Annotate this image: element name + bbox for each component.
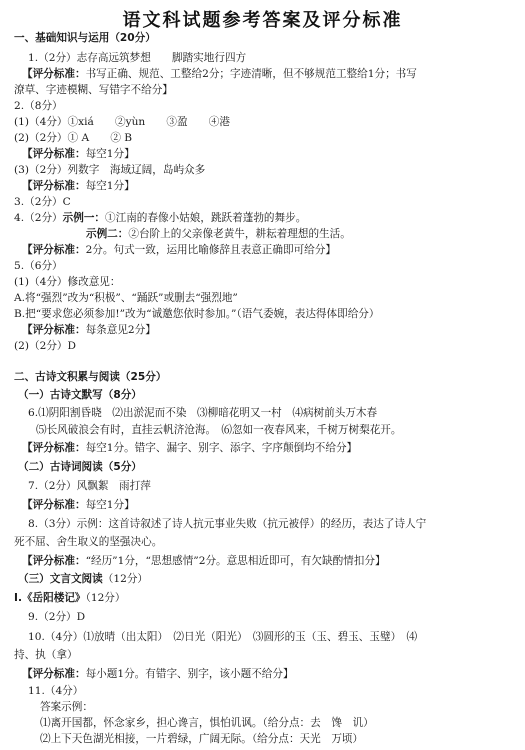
- standard-label: 【评分标准：: [22, 68, 86, 80]
- q1-standard-cont: 潦草、字迹模糊、写错字不给分】: [14, 84, 173, 96]
- q6-standard: [22, 441, 357, 455]
- example-label: 示例一：: [62, 212, 106, 224]
- q11-answer-1: ⑴离开国都，怀念家乡，担心谗言，惧怕讥讽。（给分点：去 馋 讥）: [40, 717, 374, 729]
- q8-standard: [22, 554, 386, 568]
- page-title: 语文科试题参考答案及评分标准: [122, 10, 403, 31]
- subsection-heading-poetry: （二）古诗词阅读（5分）: [18, 461, 142, 473]
- q4-example-2: [86, 227, 351, 241]
- section-heading-part1: 一、基础知识与运用（20分）: [14, 32, 156, 44]
- standard-label: 【评分标准：: [22, 324, 86, 336]
- q7-answer: 7.（2分）风飘絮 雨打萍: [28, 480, 151, 492]
- standard-label: 【评分标准：: [22, 148, 86, 160]
- q5-option-a: A.将“强烈”改为“积极”、“踊跃”或删去“强烈地”: [14, 292, 238, 304]
- standard-label: 【评分标准：: [22, 668, 86, 680]
- subsection-title: （三）文言文阅读: [18, 573, 103, 585]
- subsection-score: （12分）: [102, 573, 149, 585]
- q5-sub2: (2)（2分）D: [14, 340, 77, 352]
- q10-answer: 10.（4分）⑴放晴（出太阳） ⑵日光（阳光） ⑶圆形的玉（玉、碧玉、玉璧） ⑷: [28, 631, 418, 643]
- q4-standard: [22, 243, 336, 257]
- q11-example-label: 答案示例：: [40, 701, 93, 713]
- q2-sub2: (2)（2分）① A ② B: [14, 132, 133, 144]
- q4-example-1: [14, 211, 306, 225]
- q2-head: 2.（8分）: [14, 100, 63, 112]
- q6-line-1: 6.⑴阴阳割昏晓 ⑵出淤泥而不染 ⑶柳暗花明又一村 ⑷病树前头万木春: [28, 407, 378, 419]
- q5-sub1: (1)（4分）修改意见：: [14, 276, 121, 288]
- standard-text: 每空1分】: [85, 499, 135, 511]
- q7-standard: [22, 498, 135, 512]
- standard-text: 每条意见2分】: [85, 324, 156, 336]
- passage-score: （12分）: [85, 592, 126, 604]
- q5-head: 5.（6分）: [14, 260, 63, 272]
- standard-text: 每小题1分。有错字、别字，该小题不给分】: [85, 668, 294, 680]
- standard-label: 【评分标准：: [22, 180, 86, 192]
- q5-option-b: B.把“要求您必须参加!”改为“诚邀您依时参加。”（语气委婉，表达得体即给分）: [14, 308, 380, 320]
- subsection-heading-recitation: （一）古诗文默写（8分）: [18, 389, 142, 401]
- standard-label: 【评分标准：: [22, 499, 86, 511]
- q2-standard: [22, 147, 135, 161]
- q4-head: 4.（2分）: [14, 212, 63, 224]
- q2-sub3: (3)（2分）列数字 海域辽阔，岛屿众多: [14, 164, 206, 176]
- q2-standard-2: [22, 179, 135, 193]
- q8-answer: 8.（3分）示例：这首诗叙述了诗人抗元事业失败（抗元被俘）的经历，表达了诗人宁: [28, 518, 427, 530]
- q5-standard: [22, 323, 156, 337]
- q8-answer-cont: 死不屈、舍生取义的坚强决心。: [14, 536, 163, 548]
- q11-head: 11.（4分）: [28, 685, 84, 697]
- standard-text: 每空1分。错字、漏字、别字、添字、字序颠倒均不给分】: [85, 442, 358, 454]
- q10-answer-cont: 持、执（拿）: [14, 649, 78, 661]
- standard-label: 【评分标准：: [22, 244, 86, 256]
- passage-title: Ⅰ.《岳阳楼记》: [14, 592, 86, 604]
- passage-heading: [14, 591, 126, 605]
- standard-text: 2分。句式一致，运用比喻修辞且表意正确即可给分】: [85, 244, 336, 256]
- example-text: ①江南的春像小姑娘，跳跃着蓬勃的舞步。: [105, 212, 307, 224]
- standard-label: 【评分标准：: [22, 442, 86, 454]
- q2-sub1: (1)（4分）①xiá ②yùn ③盈 ④港: [14, 116, 230, 128]
- q10-standard: [22, 667, 294, 681]
- example-label: 示例二：: [86, 228, 129, 240]
- q3-answer: 3.（2分）C: [14, 196, 71, 208]
- standard-text: 每空1分】: [85, 148, 135, 160]
- standard-text: 每空1分】: [85, 180, 135, 192]
- q1-standard: [22, 67, 417, 81]
- example-text: ②台阶上的父亲像老黄牛，耕耘着理想的生活。: [128, 228, 351, 240]
- section-heading-part2: 二、古诗文积累与阅读（25分）: [14, 371, 167, 383]
- q1-answer: 1.（2分）志存高远筑梦想 脚踏实地行四方: [28, 52, 247, 64]
- subsection-heading-classical: [18, 572, 148, 586]
- q6-line-2: ⑸长风破浪会有时，直挂云帆济沧海。 ⑹忽如一夜春风来，千树万树梨花开。: [36, 424, 402, 436]
- standard-label: 【评分标准：: [22, 555, 86, 567]
- q11-answer-2: ⑵上下天色湖光相接，一片碧绿，广阔无际。（给分点：天光 万顷）: [40, 733, 364, 745]
- standard-text: “经历”1分，“思想感情”2分。意思相近即可，有欠缺酌情扣分】: [85, 555, 386, 567]
- q9-answer: 9.（2分）D: [28, 611, 86, 623]
- standard-text: 书写正确、规范、工整给2分；字迹清晰，但不够规范工整给1分；书写: [85, 68, 417, 80]
